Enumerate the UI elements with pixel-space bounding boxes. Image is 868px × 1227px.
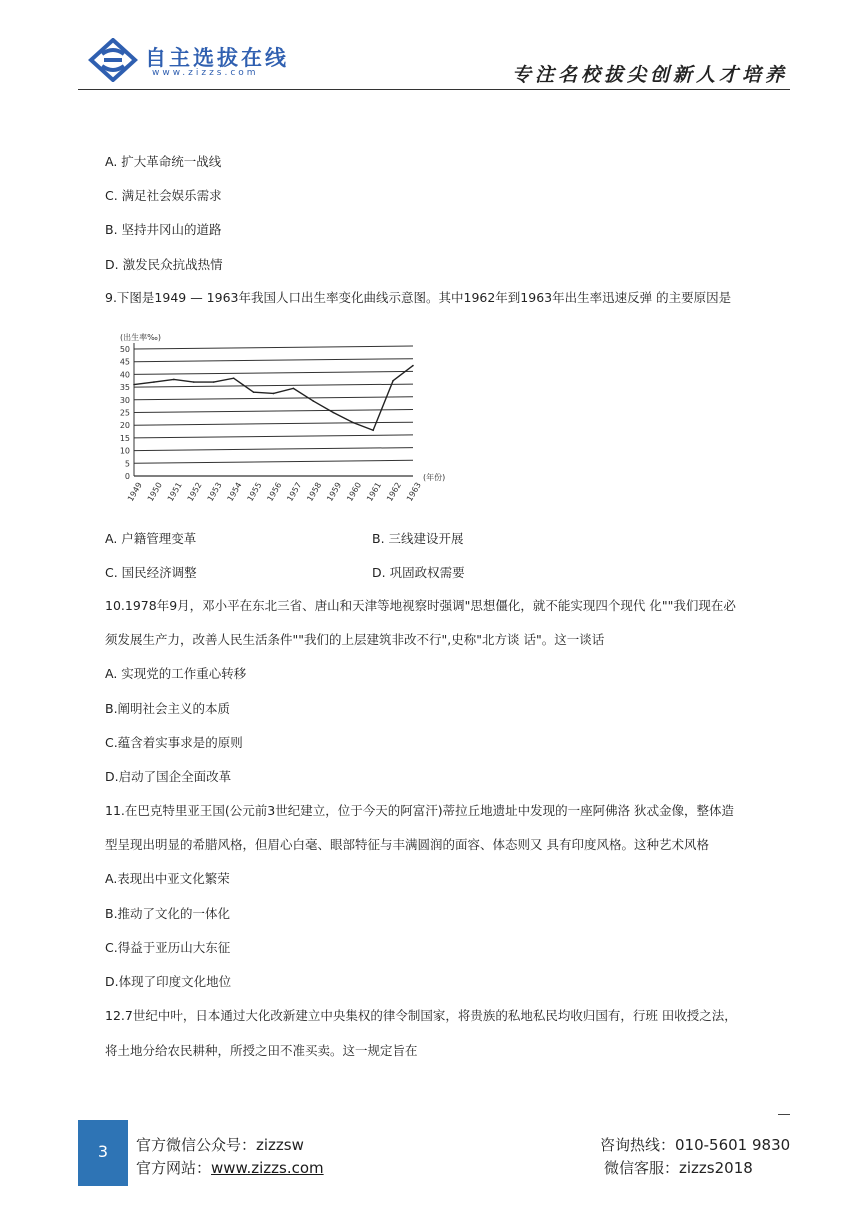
chart-gridline [134, 460, 413, 463]
chart-x-tick-label: 1957 [285, 480, 304, 503]
q10-stem-line1: 10.1978年9月，邓小平在东北三省、唐山和天津等地视察时强调"思想僵化，就不能实现四个现代 化""我们现在必 [105, 598, 736, 613]
chart-data-point [233, 377, 235, 379]
chart-data-point [273, 393, 275, 395]
footer-rule [778, 1114, 790, 1115]
chart-gridline [134, 422, 413, 425]
q8-option-d: D. 激发民众抗战热情 [105, 257, 223, 272]
q10-option-b: B.阐明社会主义的本质 [105, 701, 231, 716]
chart-gridline [134, 435, 413, 438]
page-number: 3 [97, 1142, 109, 1161]
footer-service: 微信客服：zizzs2018 [604, 1159, 753, 1177]
chart-y-tick-label: 40 [119, 370, 130, 380]
chart-x-tick-label: 1954 [225, 480, 244, 503]
q11-option-b: B.推动了文化的一体化 [105, 906, 231, 921]
chart-data-point [153, 381, 155, 383]
chart-x-tick-label: 1959 [325, 480, 344, 503]
q10-stem-line2: 须发展生产力，改善人民生活条件""我们的上层建筑非改不行",史称"北方谈 话"。这一谈话 [105, 632, 605, 647]
chart-y-tick-label: 50 [119, 345, 130, 354]
chart-x-axis-label: (年份) [423, 473, 446, 482]
footer-website-link[interactable]: www.zizzs.com [211, 1159, 324, 1177]
q9-stem: 9.下图是1949 — 1963年我国人口出生率变化曲线示意图。其中1962年到1963年出生率迅速反弹 的主要原因是 [105, 290, 732, 305]
chart-svg [108, 326, 458, 516]
chart-data-point [213, 381, 215, 383]
chart-y-tick-label: 30 [119, 395, 130, 405]
q9-option-c: C. 国民经济调整 [105, 565, 197, 580]
chart-y-tick-label: 0 [124, 472, 130, 481]
chart-data-point [133, 384, 135, 386]
chart-gridline [134, 384, 413, 387]
chart-y-tick-label: 20 [119, 421, 130, 431]
chart-data-point [412, 365, 414, 367]
chart-gridline [134, 346, 413, 349]
footer-website-label: 官方网站： [136, 1159, 212, 1177]
q10-option-c: C.蕴含着实事求是的原则 [105, 735, 243, 750]
chart-gridline [134, 397, 413, 400]
q11-stem-line2: 型呈现出明显的希腊风格，但眉心白毫、眼部特征与丰满圆润的面容、体态则又 具有印度风格。这种艺术风格 [105, 837, 709, 852]
q11-option-d: D.体现了印度文化地位 [105, 974, 232, 989]
chart-x-tick-label: 1953 [205, 480, 224, 503]
chart-data-point [173, 379, 175, 381]
chart-x-tick-label: 1962 [385, 480, 403, 503]
chart-x-tick-label: 1951 [165, 480, 184, 503]
chart-y-tick-label: 5 [124, 459, 130, 469]
chart-gridline [134, 448, 413, 451]
chart-y-tick-label: 35 [119, 383, 130, 393]
footer-hotline: 咨询热线：010-5601 9830 [600, 1136, 791, 1154]
chart-x-tick-label: 1958 [305, 480, 324, 503]
chart-x-tick-label: 1952 [185, 480, 204, 503]
q12-stem-line2: 将土地分给农民耕种，所授之田不准买卖。这一规定旨在 [105, 1043, 418, 1058]
chart-x-tick-label: 1963 [404, 480, 423, 503]
logo-url: www.zizzs.com [152, 68, 259, 78]
chart-y-tick-label: 25 [119, 408, 130, 418]
footer-website [136, 1157, 324, 1178]
q11-option-c: C.得益于亚历山大东征 [105, 940, 231, 955]
chart-data-point [253, 391, 255, 393]
q11-stem-line1: 11.在巴克特里亚王国(公元前3世纪建立，位于今天的阿富汗)蒂拉丘地遗址中发现的一座阿佛洛 狄忒金像，整体造 [105, 803, 735, 818]
birth-rate-chart [108, 326, 458, 516]
header-slogan: 专注名校拔尖创新人才培养 [511, 64, 788, 86]
q10-option-d: D.启动了国企全面改革 [105, 769, 232, 784]
chart-data-point [352, 422, 354, 424]
q9-option-a: A. 户籍管理变革 [105, 531, 197, 546]
logo-icon [88, 38, 138, 82]
chart-data-point [293, 388, 295, 390]
chart-data-point [313, 400, 315, 402]
q8-option-b: B. 坚持井冈山的道路 [105, 222, 222, 237]
chart-gridline [134, 359, 413, 362]
chart-gridline [134, 410, 413, 413]
chart-y-axis-label: (出生率‰) [120, 333, 161, 342]
logo-title: 自主选拔在线 [145, 45, 289, 70]
header-divider [78, 89, 790, 90]
chart-data-point [332, 412, 334, 414]
chart-x-tick-label: 1960 [345, 480, 364, 503]
chart-data-point [193, 381, 195, 383]
chart-y-tick-label: 15 [119, 433, 130, 443]
q8-option-c: C. 满足社会娱乐需求 [105, 188, 222, 203]
q9-option-b: B. 三线建设开展 [372, 531, 464, 546]
chart-data-point [392, 380, 394, 382]
chart-x-tick-label: 1950 [145, 480, 164, 503]
chart-x-tick-label: 1949 [125, 480, 144, 503]
chart-gridline [134, 371, 413, 374]
q9-option-d: D. 巩固政权需要 [372, 565, 465, 580]
footer-wechat-official: 官方微信公众号：zizzsw [136, 1136, 304, 1154]
chart-y-tick-label: 10 [119, 446, 130, 456]
q8-option-a: A. 扩大革命统一战线 [105, 154, 222, 169]
q10-option-a: A. 实现党的工作重心转移 [105, 666, 247, 681]
chart-x-tick-label: 1961 [365, 480, 384, 503]
chart-data-point [372, 429, 374, 431]
page-header [0, 0, 868, 100]
chart-x-tick-label: 1955 [245, 480, 264, 503]
chart-y-tick-label: 45 [119, 357, 130, 367]
chart-x-tick-label: 1956 [265, 480, 284, 503]
page-number-box [78, 1120, 128, 1186]
q11-option-a: A.表现出中亚文化繁荣 [105, 871, 230, 886]
q12-stem-line1: 12.7世纪中叶，日本通过大化改新建立中央集权的律令制国家，将贵族的私地私民均收归国有，行班 田收授之法， [105, 1008, 737, 1023]
